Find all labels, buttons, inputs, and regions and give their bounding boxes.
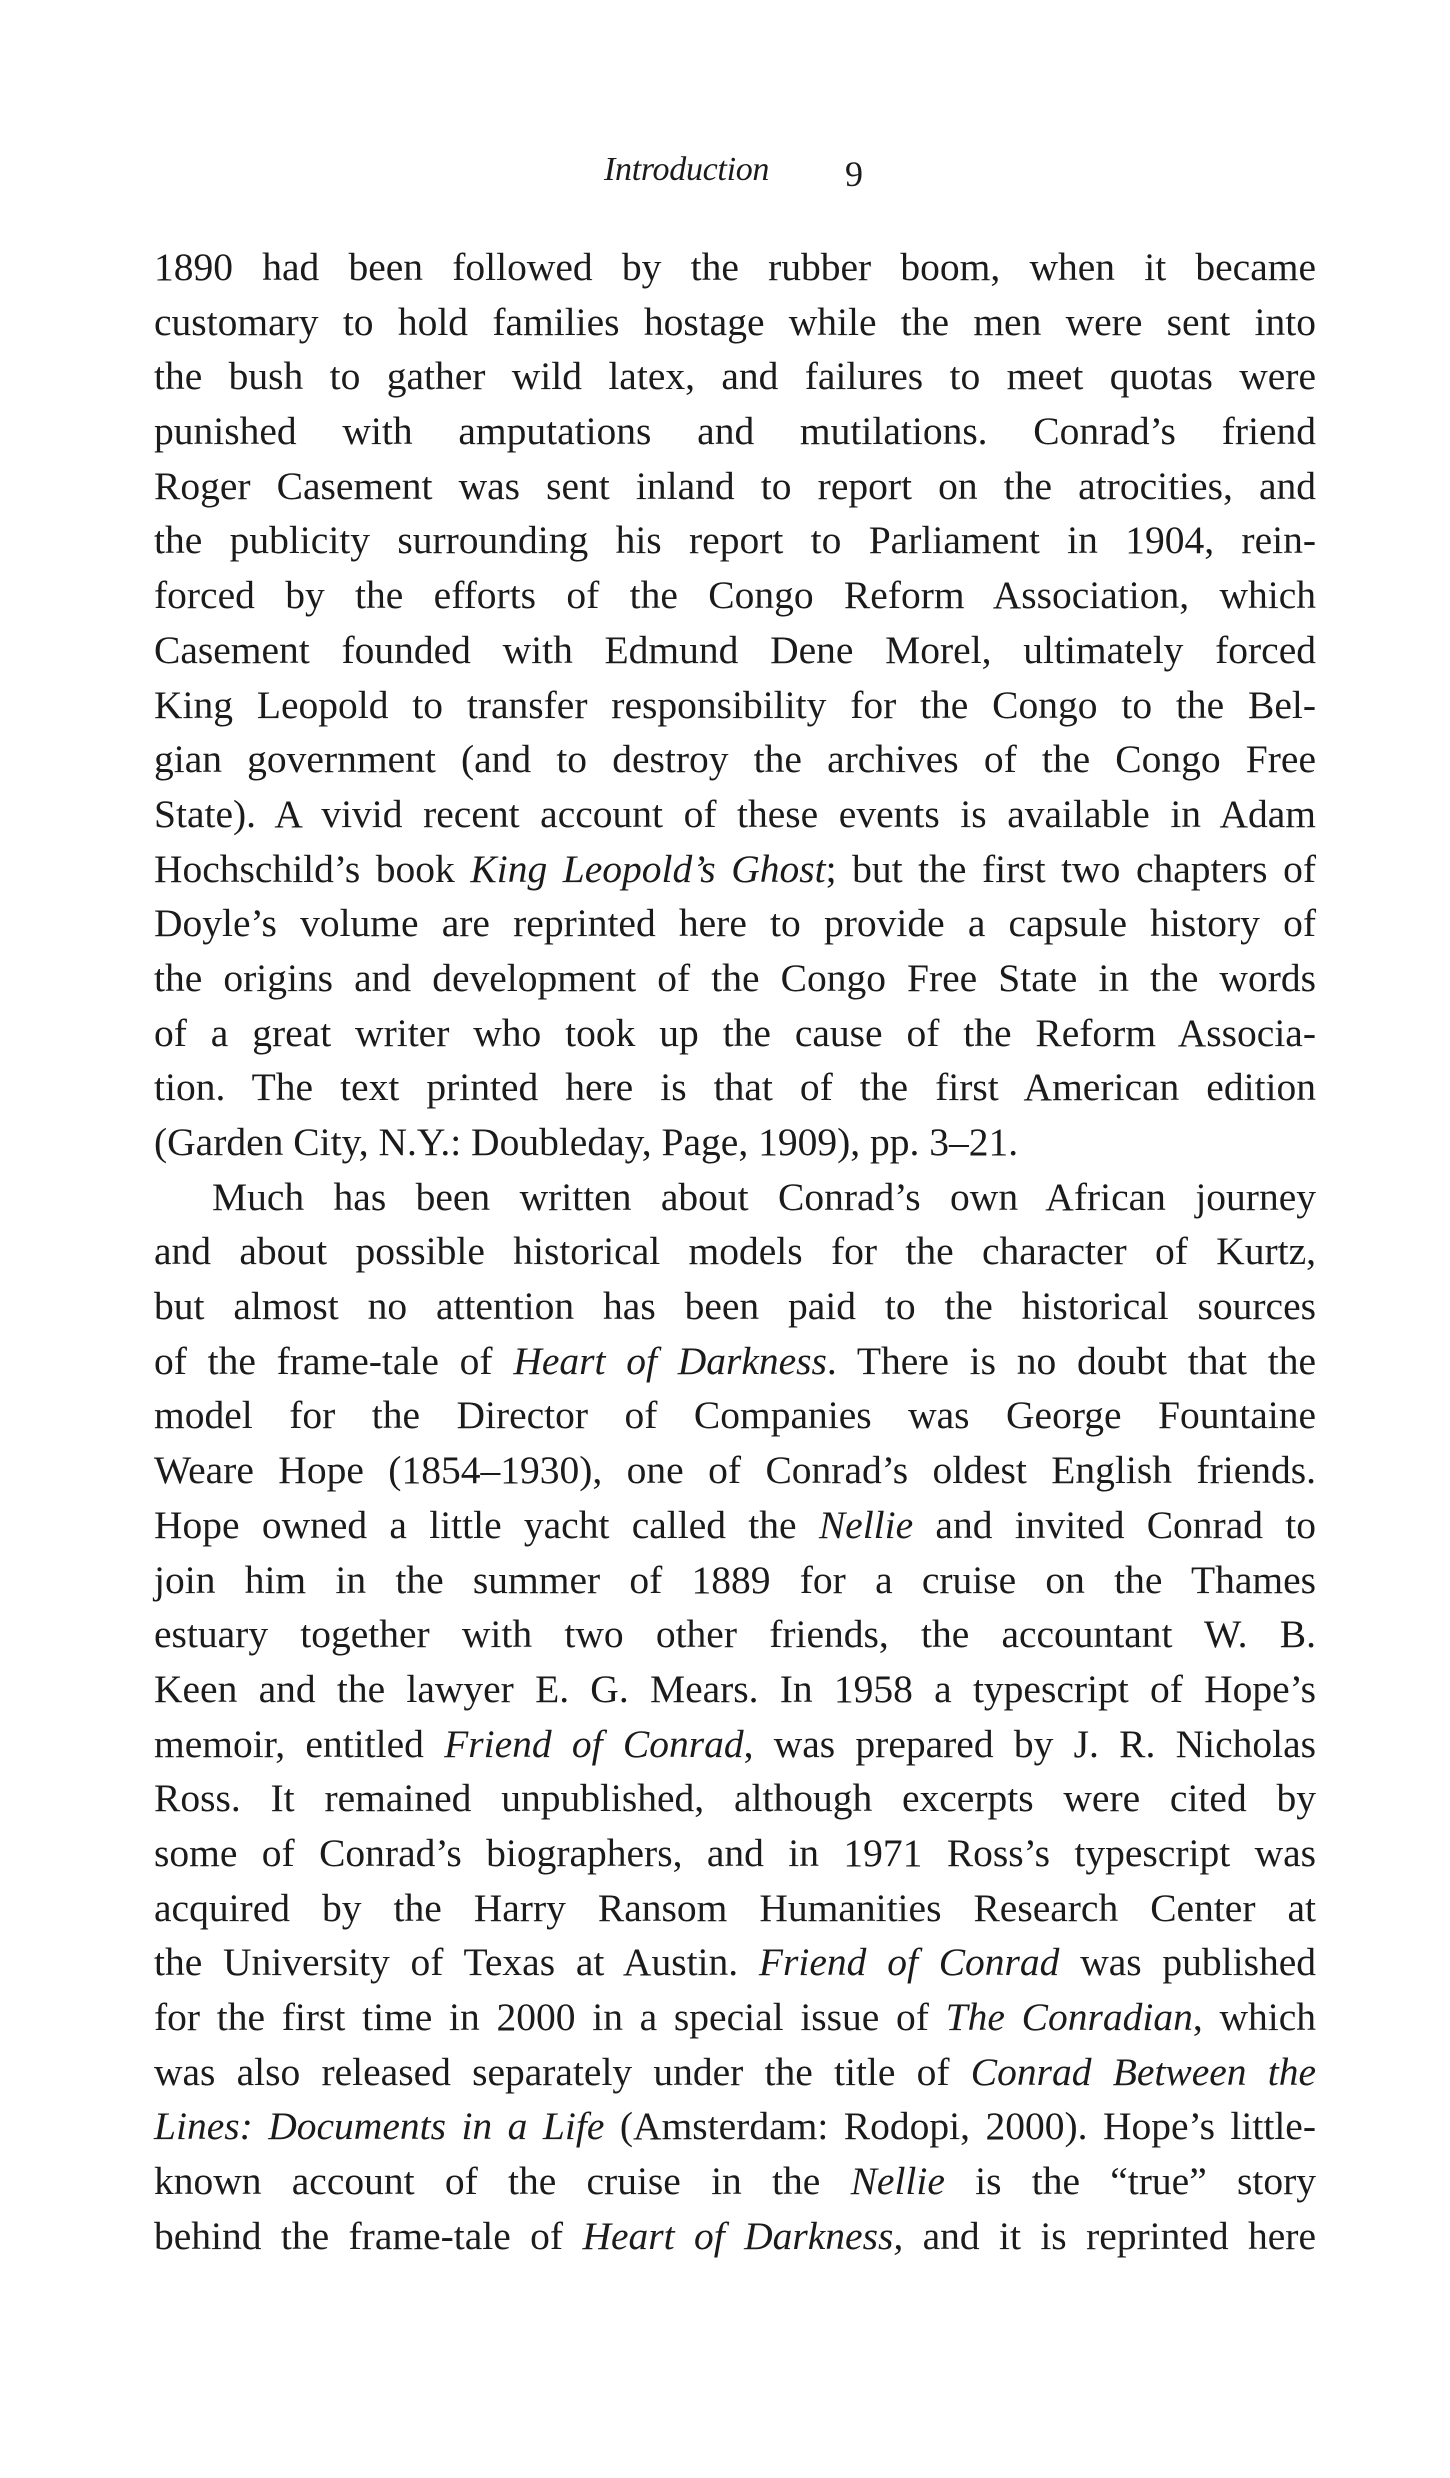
text-line xyxy=(154,1388,1316,1443)
italic-title: Nellie xyxy=(850,2159,945,2204)
text-line xyxy=(154,1990,1316,2045)
text-line xyxy=(154,2154,1316,2209)
text-line xyxy=(154,1826,1316,1881)
page-header xyxy=(0,148,1450,198)
line-text: memoir, entitled xyxy=(154,1721,445,1766)
line-text: 1890 had been followed by the rubber boom, when it became xyxy=(154,245,1316,289)
line-text: was also released separately under the title of xyxy=(154,2049,971,2094)
text-line xyxy=(154,951,1316,1006)
text-line xyxy=(154,2045,1316,2100)
italic-title: The Conradian xyxy=(945,1995,1193,2039)
line-text: model for the Director of Companies was George Fountaine xyxy=(154,1393,1316,1438)
line-text: some of Conrad’s biographers, and in 1971 Ross’s typescript was xyxy=(154,1830,1316,1875)
line-text: State). A vivid recent account of these events is available in Adam xyxy=(154,791,1316,836)
text-line xyxy=(154,787,1316,842)
text-line xyxy=(154,1662,1316,1717)
line-text: of a great writer who took up the cause of the Reform Associa- xyxy=(154,1010,1316,1055)
line-text: King Leopold to transfer responsibility for the Congo to the Bel- xyxy=(154,682,1316,727)
text-line xyxy=(154,1334,1316,1389)
italic-title: Friend of Conrad xyxy=(758,1940,1060,1985)
text-line xyxy=(154,732,1316,787)
line-text: and about possible historical models for the character of Kurtz, xyxy=(154,1229,1316,1274)
text-line xyxy=(154,1607,1316,1662)
line-text: but almost no attention has been paid to the historical sources xyxy=(154,1284,1316,1329)
line-text-after: (Amsterdam: Rodopi, 2000). Hope’s little- xyxy=(604,2104,1316,2149)
line-text: punished with amputations and mutilations. Conrad’s friend xyxy=(154,409,1316,454)
text-line xyxy=(154,2209,1316,2264)
text-line xyxy=(154,1224,1316,1279)
italic-title: Heart of Darkness xyxy=(513,1338,827,1383)
italic-title: Nellie xyxy=(818,1502,914,1547)
page-number: 9 xyxy=(845,154,863,194)
text-line xyxy=(154,513,1316,568)
line-text: Ross. It remained unpublished, although excerpts were cited by xyxy=(154,1776,1316,1821)
italic-title: King Leopold’s Ghost xyxy=(470,846,826,891)
line-text: the origins and development of the Congo Free State in the words xyxy=(154,955,1316,1000)
text-line xyxy=(154,459,1316,514)
line-text: the University of Texas at Austin. xyxy=(154,1940,759,1985)
text-line xyxy=(154,623,1316,678)
line-text: Keen and the lawyer E. G. Mears. In 1958 a typescript of Hope’s xyxy=(154,1666,1316,1711)
line-text: of the frame-tale of xyxy=(154,1338,514,1383)
line-text: for the first time in 2000 in a special issue of xyxy=(154,1995,946,2039)
text-line xyxy=(154,568,1316,623)
text-line xyxy=(154,2099,1316,2154)
line-text: the bush to gather wild latex, and failures to meet quotas were xyxy=(154,354,1316,399)
text-line xyxy=(154,1771,1316,1826)
line-text: Much has been written about Conrad’s own African journey xyxy=(212,1174,1316,1219)
text-line xyxy=(154,1115,1316,1170)
line-text-after: ; but the first two chapters of xyxy=(825,846,1316,891)
line-text: gian government (and to destroy the archives of the Congo Free xyxy=(154,737,1316,782)
body-text xyxy=(154,240,1316,2263)
italic-title: Lines: Documents in a Life xyxy=(154,2104,605,2149)
line-text: Weare Hope (1854–1930), one of Conrad’s oldest English friends. xyxy=(154,1448,1316,1493)
line-text: acquired by the Harry Ransom Humanities Research Center at xyxy=(154,1885,1316,1930)
text-line xyxy=(154,1717,1316,1772)
line-text: behind the frame-tale of xyxy=(154,2213,583,2258)
line-text-after: and invited Conrad to xyxy=(913,1502,1316,1547)
line-text-after: is the “true” story xyxy=(944,2159,1316,2204)
text-line xyxy=(154,678,1316,733)
italic-title: Friend of Conrad xyxy=(444,1721,744,1766)
text-line xyxy=(154,896,1316,951)
text-line xyxy=(154,1170,1316,1225)
text-line xyxy=(154,842,1316,897)
line-text-after: and it is reprinted here xyxy=(903,2213,1316,2258)
line-text: Hochschild’s book xyxy=(154,846,471,891)
italic-title: Heart of Darkness, xyxy=(582,2213,904,2258)
running-head: Introduction xyxy=(604,151,770,188)
line-text-after: , which xyxy=(1192,1995,1316,2039)
text-line xyxy=(154,1498,1316,1553)
text-line xyxy=(154,240,1316,295)
text-line xyxy=(154,1006,1316,1061)
line-text-after: , was prepared by J. R. Nicholas xyxy=(743,1721,1316,1766)
line-text: customary to hold families hostage while the men were sent into xyxy=(154,299,1316,344)
text-line xyxy=(154,1553,1316,1608)
line-text: Hope owned a little yacht called the xyxy=(154,1502,819,1547)
line-text: known account of the cruise in the xyxy=(154,2159,851,2204)
line-text: forced by the efforts of the Congo Reform Association, which xyxy=(154,573,1316,618)
line-text: estuary together with two other friends, the accountant W. B. xyxy=(154,1612,1316,1657)
text-line xyxy=(154,295,1316,350)
line-text: the publicity surrounding his report to Parliament in 1904, rein- xyxy=(154,518,1316,563)
line-text: Doyle’s volume are reprinted here to provide a capsule history of xyxy=(154,901,1316,946)
line-text: tion. The text printed here is that of the first American edition xyxy=(154,1065,1316,1110)
text-line xyxy=(154,1881,1316,1936)
italic-title: Conrad Between the xyxy=(970,2049,1316,2094)
line-text: Casement founded with Edmund Dene Morel, ultimately forced xyxy=(154,627,1316,672)
line-text: Roger Casement was sent inland to report on the atrocities, and xyxy=(154,463,1316,508)
line-text: join him in the summer of 1889 for a cruise on the Thames xyxy=(154,1557,1316,1602)
line-text-after: . There is no doubt that the xyxy=(826,1338,1316,1383)
line-text-after: was published xyxy=(1059,1940,1316,1985)
text-line xyxy=(154,1935,1316,1990)
text-line xyxy=(154,1443,1316,1498)
line-text: (Garden City, N.Y.: Doubleday, Page, 1909), pp. 3–21. xyxy=(154,1120,1019,1164)
text-line xyxy=(154,404,1316,459)
text-line xyxy=(154,1279,1316,1334)
text-line xyxy=(154,1060,1316,1115)
text-line xyxy=(154,349,1316,404)
